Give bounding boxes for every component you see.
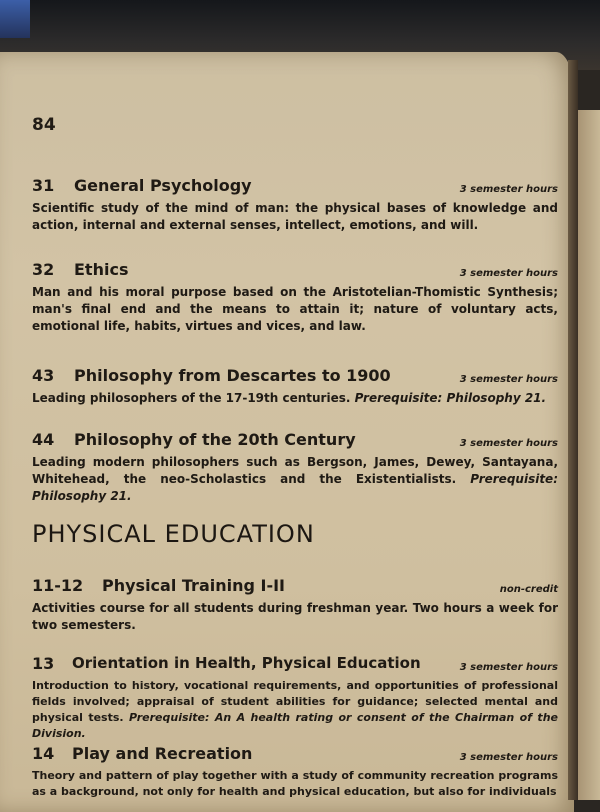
course-header: [32, 366, 558, 390]
course-header: [32, 176, 558, 200]
course-31: [32, 176, 558, 234]
course-title: Physical Training I-II: [102, 576, 286, 595]
course-header: [32, 430, 558, 454]
course-description: [32, 768, 558, 800]
course-hours: 3 semester hours: [459, 268, 558, 279]
prerequisite-text: Prerequisite: Philosophy 21.: [32, 472, 558, 503]
description-text: Activities course for all students during freshman year. Two hours a week for two semesters.: [32, 601, 558, 632]
course-hours: 3 semester hours: [459, 374, 558, 385]
description-text: Leading modern philosophers such as Bergson, James, Dewey, Santayana, Whitehead, the neo-Scholastics and the Existentialists.: [32, 455, 558, 486]
book-gutter: [568, 60, 578, 800]
description-text: Scientific study of the mind of man: the physical bases of knowledge and action, internal and external senses, intellect, emotions, and will.: [32, 201, 558, 232]
course-number: 32: [32, 260, 55, 279]
prerequisite-text: Prerequisite: Philosophy 21.: [354, 391, 547, 405]
course-title: Philosophy of the 20th Century: [74, 430, 356, 449]
course-description: [32, 200, 558, 234]
description-text: Man and his moral purpose based on the Aristotelian-Thomistic Synthesis; man's final end and the means to attain it; nature of voluntary acts, emotional life, habits, virtues and vices, and law.: [32, 285, 558, 333]
description-text: Theory and pattern of play together with a study of community recreation programs as a background, not only for health and physical education, but also for individuals: [32, 769, 558, 798]
course-description: [32, 678, 558, 742]
course-number: 43: [32, 366, 55, 385]
course-description: [32, 600, 558, 634]
course-14: [32, 744, 558, 800]
course-number: 44: [32, 430, 55, 449]
course-43: [32, 366, 558, 407]
course-32: [32, 260, 558, 335]
course-hours: 3 semester hours: [459, 752, 558, 763]
course-description: [32, 390, 558, 407]
course-hours: 3 semester hours: [459, 662, 558, 673]
page-number: 84: [32, 115, 56, 135]
course-13: [32, 654, 558, 742]
course-number: 14: [32, 744, 55, 763]
course-title: Ethics: [74, 260, 129, 279]
course-number: 11-12: [32, 576, 84, 595]
course-header: [32, 744, 558, 768]
course-44: [32, 430, 558, 505]
course-title: Play and Recreation: [72, 744, 253, 763]
course-description: [32, 284, 558, 335]
course-header: [32, 260, 558, 284]
description-text: Leading philosophers of the 17-19th centuries.: [32, 391, 351, 405]
course-hours: 3 semester hours: [459, 438, 558, 449]
background-object: [0, 0, 30, 38]
description-text: Introduction to history, vocational requirements, and opportunities of professional fields involved; appraisal of student abilities for guidance; selected mental and physical tests.: [32, 679, 558, 724]
course-title: General Psychology: [74, 176, 252, 195]
course-title: Orientation in Health, Physical Education: [72, 654, 421, 672]
prerequisite-text: Prerequisite: An A health rating or consent of the Chairman of the Division.: [32, 711, 558, 740]
course-description: [32, 454, 558, 505]
course-hours: 3 semester hours: [459, 184, 558, 195]
section-heading: PHYSICAL EDUCATION: [32, 520, 315, 548]
course-header: [32, 576, 558, 600]
course-number: 13: [32, 654, 55, 673]
course-title: Philosophy from Descartes to 1900: [74, 366, 391, 385]
course-header: [32, 654, 558, 678]
course-number: 31: [32, 176, 55, 195]
course-11-12: [32, 576, 558, 634]
course-hours: non-credit: [499, 584, 558, 595]
adjacent-page-edge: [578, 110, 600, 800]
